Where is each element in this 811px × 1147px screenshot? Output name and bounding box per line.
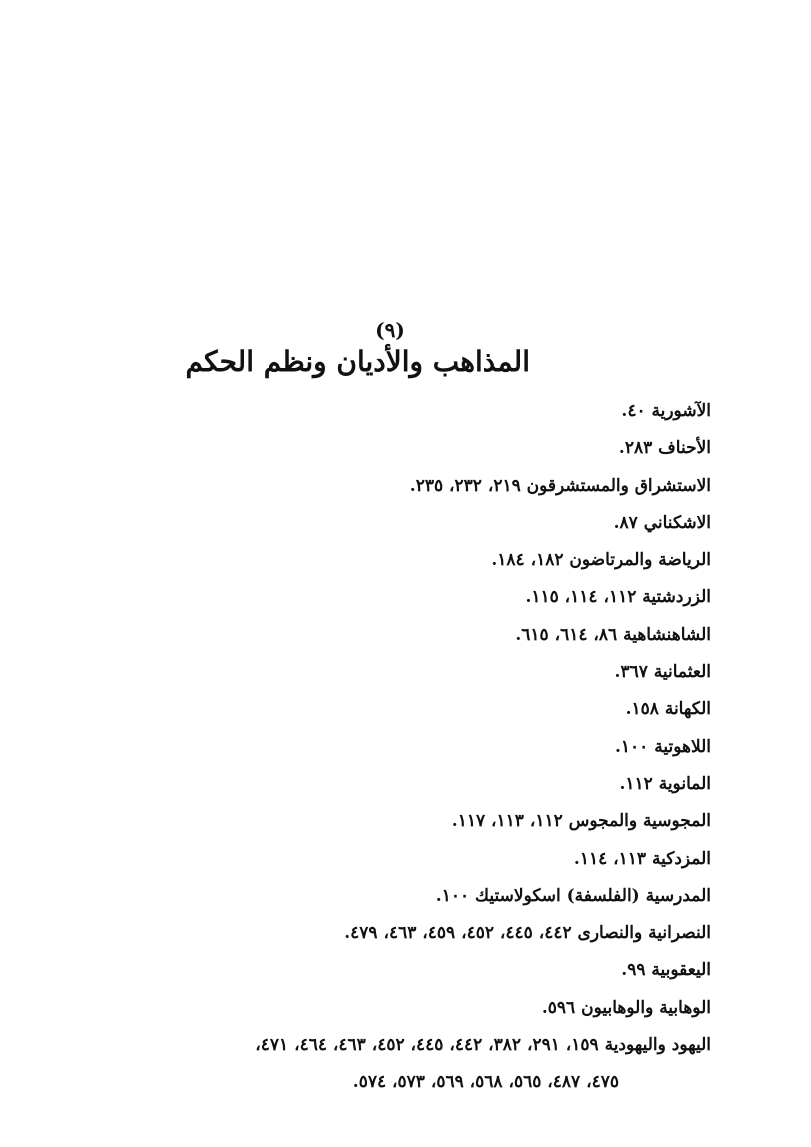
index-entries	[91, 393, 711, 1102]
index-entry: الوهابية والوهابيون ٥٩٦.	[541, 997, 711, 1018]
index-entry: الكهانة ١٥٨.	[625, 699, 711, 720]
index-entry: الآشورية ٤٠.	[621, 401, 711, 421]
index-entry: العثمانية ٣٦٧.	[614, 662, 711, 683]
index-entry: المانوية ١١٢.	[619, 773, 711, 794]
section-number: (٩)	[375, 318, 405, 342]
index-entry: الزردشتية ١١٢، ١١٤، ١١٥.	[525, 587, 711, 608]
index-entry: النصرانية والنصارى ٤٤٢، ٤٤٥، ٤٥٢، ٤٥٩، ٤٦٣، ٤٧٩.	[344, 923, 711, 944]
index-entry-continuation: ٤٧٥، ٤٨٧، ٥٦٥، ٥٦٨، ٥٦٩، ٥٧٣، ٥٧٤.	[352, 1072, 619, 1093]
index-entry: الاستشراق والمستشرقون ٢١٩، ٢٣٢، ٢٣٥.	[409, 475, 711, 496]
index-entry: الشاهنشاهية ٨٦، ٦١٤، ٦١٥.	[515, 624, 711, 645]
index-entry: الاشكناني ٨٧.	[613, 512, 711, 533]
index-entry: الرياضة والمرتاضون ١٨٢، ١٨٤.	[491, 550, 711, 571]
index-entry: اليهود واليهودية ١٥٩، ٢٩١، ٣٨٢، ٤٤٢، ٤٤٥، ٤٥٢، ٤٦٣، ٤٦٤، ٤٧١،	[255, 1035, 711, 1056]
index-entry: اليعقوبية ٩٩.	[621, 960, 711, 981]
index-entry: المزدكية ١١٣، ١١٤.	[573, 848, 711, 869]
index-entry: المدرسية (الفلسفة) اسكولاستيك ١٠٠.	[435, 885, 711, 906]
index-entry: الأحناف ٢٨٣.	[618, 438, 711, 459]
index-entry: المجوسية والمجوس ١١٢، ١١٣، ١١٧.	[451, 811, 711, 832]
section-title: المذاهب والأديان ونظم الحكم	[185, 345, 530, 378]
index-entry: اللاهوتية ١٠٠.	[614, 736, 711, 757]
